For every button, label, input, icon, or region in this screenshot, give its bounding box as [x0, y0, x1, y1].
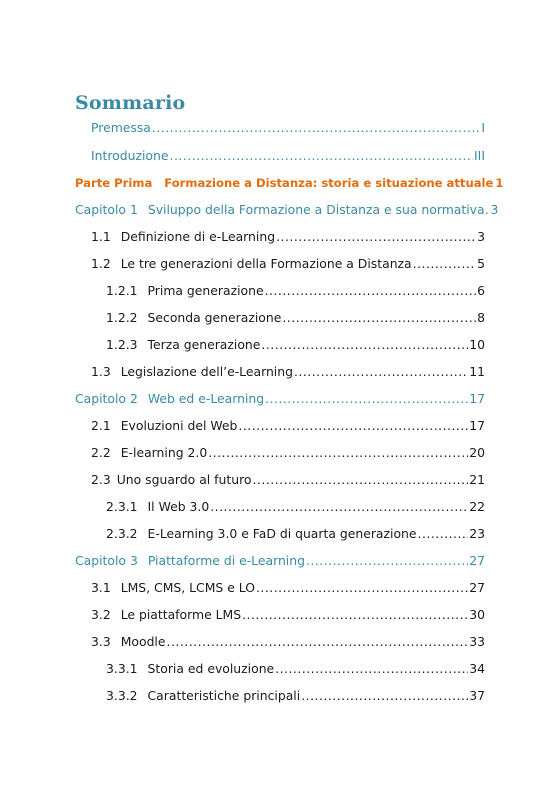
toc-entry-number: Capitolo 2	[75, 391, 138, 406]
toc-entry-page: 27	[469, 580, 485, 595]
dot-leader	[256, 578, 468, 598]
toc-entry-3-3[interactable]	[91, 632, 485, 652]
toc-entry-number: 3.1	[91, 580, 111, 595]
dot-leader	[167, 632, 469, 652]
toc-entry-number: 2.3.2	[106, 526, 138, 541]
dot-leader	[242, 605, 468, 625]
toc-entry-number: Capitolo 1	[75, 202, 138, 217]
toc-entry-parte-prima[interactable]	[75, 173, 504, 193]
toc-entry-page: 21	[469, 472, 485, 487]
toc-entry-page: 17	[469, 391, 485, 406]
toc-entry-number: 3.3	[91, 634, 111, 649]
dot-leader	[265, 281, 477, 301]
toc-entry-3-3-1[interactable]	[106, 659, 485, 679]
toc-entry-capitolo-1[interactable]	[75, 200, 499, 220]
dot-leader	[210, 497, 468, 517]
toc-entry-label: Definizione di e-Learning	[120, 229, 276, 244]
toc-entry-page: 34	[469, 661, 485, 676]
toc-entry-3-1[interactable]	[91, 578, 485, 598]
toc-entry-1-2-2[interactable]	[106, 308, 485, 328]
toc-entry-label: Legislazione dell’e-Learning	[120, 364, 293, 379]
toc-entry-2-3-1[interactable]	[106, 497, 485, 517]
dot-leader	[253, 470, 469, 490]
toc-entry-page: 6	[477, 283, 485, 298]
toc-entry-2-3-2[interactable]	[106, 524, 485, 544]
dot-leader	[170, 146, 474, 166]
toc-entry-page: 1	[495, 176, 504, 190]
toc-entry-number: 1.2.1	[106, 283, 138, 298]
toc-entry-number: 3.3.1	[106, 661, 138, 676]
toc-entry-page: 3	[477, 229, 485, 244]
toc-entry-number: 3.3.2	[106, 688, 138, 703]
dot-leader	[208, 443, 468, 463]
toc-entry-page: 22	[469, 499, 485, 514]
toc-entry-number: 1.2.3	[106, 337, 138, 352]
toc-entry-label: Uno sguardo al futuro	[116, 472, 252, 487]
toc-entry-page: 11	[469, 364, 485, 379]
toc-entry-1-3[interactable]	[91, 362, 485, 382]
toc-entry-label: Web ed e-Learning	[147, 391, 265, 406]
toc-entry-label: Introduzione	[91, 148, 169, 163]
toc-entry-number: 2.1	[91, 418, 111, 433]
toc-entry-number: 1.2	[91, 256, 111, 271]
toc-entry-1-2-3[interactable]	[106, 335, 485, 355]
dot-leader	[238, 416, 468, 436]
toc-entry-capitolo-3[interactable]	[75, 551, 485, 571]
toc-entry-introduzione[interactable]	[91, 146, 485, 166]
toc-entry-page: I	[481, 120, 485, 135]
toc-entry-number: 1.3	[91, 364, 111, 379]
dot-leader	[152, 118, 480, 138]
toc-entry-3-2[interactable]	[91, 605, 485, 625]
toc-entry-label: E-learning 2.0	[120, 445, 208, 460]
dot-leader	[275, 659, 468, 679]
toc-entry-page: 3	[490, 202, 499, 217]
toc-entry-1-2-1[interactable]	[106, 281, 485, 301]
toc-entry-label: Formazione a Distanza: storia e situazione attuale	[164, 176, 494, 190]
toc-entry-label: Terza generazione	[147, 337, 261, 352]
toc-entry-label: E-Learning 3.0 e FaD di quarta generazione	[147, 526, 417, 541]
toc-entry-label: Seconda generazione	[147, 310, 282, 325]
toc-entry-page: III	[474, 148, 485, 163]
toc-entry-label: Le piattaforme LMS	[120, 607, 242, 622]
toc-entry-page: 33	[469, 634, 485, 649]
toc-entry-1-1[interactable]	[91, 227, 485, 247]
dot-leader	[418, 524, 469, 544]
toc-entry-premessa[interactable]	[91, 118, 485, 138]
toc-entry-number: 2.3.1	[106, 499, 138, 514]
dot-leader	[265, 389, 468, 409]
toc-entry-number: Capitolo 3	[75, 553, 138, 568]
toc-entry-page: 10	[469, 337, 485, 352]
dot-leader	[282, 308, 476, 328]
toc-entry-label: Evoluzioni del Web	[120, 418, 238, 433]
toc-entry-page: 8	[477, 310, 485, 325]
dot-leader	[301, 686, 468, 706]
toc-entry-page: 20	[469, 445, 485, 460]
toc-title: Sommario	[75, 92, 186, 114]
toc-entry-page: 37	[469, 688, 485, 703]
toc-entry-2-2[interactable]	[91, 443, 485, 463]
toc-entry-label: Piattaforme di e-Learning	[147, 553, 305, 568]
toc-entry-page: 17	[469, 418, 485, 433]
toc-entry-number: 2.2	[91, 445, 111, 460]
toc-entry-2-3[interactable]	[91, 470, 485, 490]
toc-entry-label: Storia ed evoluzione	[147, 661, 275, 676]
toc-entry-page: 5	[477, 256, 485, 271]
toc-entry-number: 2.3	[91, 472, 111, 487]
toc-entry-page: 23	[469, 526, 485, 541]
toc-entry-label: Prima generazione	[147, 283, 264, 298]
toc-entry-page: 27	[469, 553, 485, 568]
toc-entry-label: Caratteristiche principali	[147, 688, 301, 703]
toc-entry-number: 1.2.2	[106, 310, 138, 325]
dot-leader	[276, 227, 476, 247]
toc-entry-number: Parte Prima	[75, 176, 153, 190]
toc-entry-1-2[interactable]	[91, 254, 485, 274]
dot-leader	[413, 254, 476, 274]
toc-entry-label: Le tre generazioni della Formazione a Distanza	[120, 256, 412, 271]
toc-entry-label: Premessa	[91, 120, 151, 135]
toc-entry-label: Sviluppo della Formazione a Distanza e sua normativa.	[147, 202, 489, 217]
dot-leader	[294, 362, 468, 382]
toc-entry-label: LMS, CMS, LCMS e LO	[120, 580, 255, 595]
dot-leader	[306, 551, 468, 571]
toc-entry-label: Il Web 3.0	[147, 499, 210, 514]
toc-entry-number: 1.1	[91, 229, 111, 244]
toc-entry-number: 3.2	[91, 607, 111, 622]
dot-leader	[261, 335, 468, 355]
toc-entry-label: Moodle	[120, 634, 166, 649]
toc-entry-page: 30	[469, 607, 485, 622]
toc-entry-2-1[interactable]	[91, 416, 485, 436]
toc-entry-capitolo-2[interactable]	[75, 389, 485, 409]
toc-entry-3-3-2[interactable]	[106, 686, 485, 706]
